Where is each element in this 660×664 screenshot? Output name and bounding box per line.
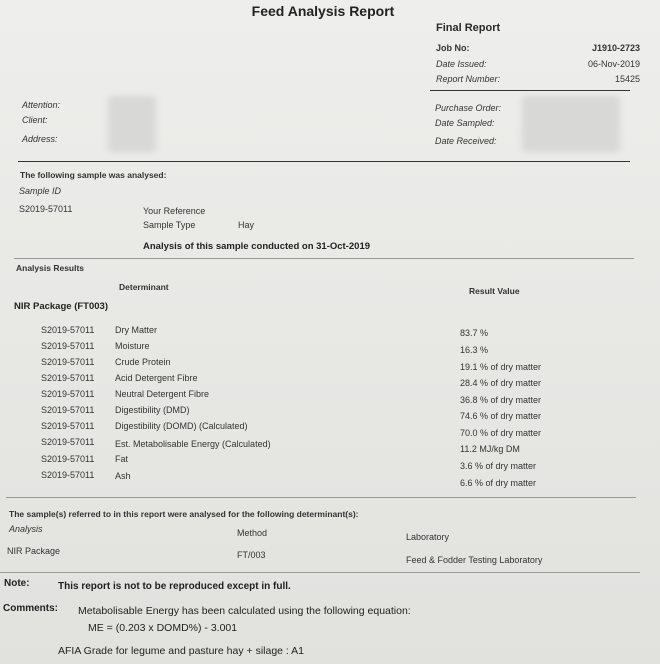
result-sample-id: S2019-57011 bbox=[41, 405, 95, 415]
result-sample-id: S2019-57011 bbox=[41, 341, 95, 351]
result-value: 6.6 % of dry matter bbox=[460, 478, 537, 488]
your-reference-label: Your Reference bbox=[143, 206, 206, 216]
result-value: 36.8 % of dry matter bbox=[460, 395, 542, 405]
result-determinant: Ash bbox=[115, 471, 131, 481]
result-sample-id: S2019-57011 bbox=[41, 325, 95, 335]
job-no-label: Job No: bbox=[436, 43, 470, 53]
date-sampled-label: Date Sampled: bbox=[435, 118, 495, 128]
report-number-label: Report Number: bbox=[436, 74, 501, 84]
date-received-label: Date Received: bbox=[435, 136, 497, 146]
result-determinant: Crude Protein bbox=[115, 357, 171, 367]
result-sample-id: S2019-57011 bbox=[41, 470, 95, 480]
note-label: Note: bbox=[4, 578, 30, 589]
analysis-column-header: Analysis bbox=[9, 524, 43, 534]
comments-equation: ME = (0.203 x DOMD%) - 3.001 bbox=[88, 622, 238, 634]
sample-id-value: S2019-57011 bbox=[19, 204, 73, 214]
job-no-value: J1910-2723 bbox=[591, 43, 640, 53]
result-determinant: Digestibility (DMD) bbox=[115, 405, 190, 415]
method-column-header: Method bbox=[237, 528, 268, 538]
address-label: Address: bbox=[22, 134, 58, 144]
section-divider-2 bbox=[14, 258, 634, 259]
sample-type-value: Hay bbox=[238, 220, 255, 230]
comments-line-1: Metabolisable Energy has been calculated using the following equation: bbox=[78, 605, 411, 617]
method-analysis: NIR Package bbox=[7, 546, 61, 556]
report-number-value: 15425 bbox=[614, 74, 640, 84]
date-issued-value: 06-Nov-2019 bbox=[587, 59, 640, 69]
section-divider-3 bbox=[6, 497, 636, 498]
result-value: 3.6 % of dry matter bbox=[460, 461, 537, 471]
note-text: This report is not to be reproduced except in full. bbox=[58, 581, 291, 592]
client-label: Client: bbox=[22, 115, 48, 125]
result-value: 28.4 % of dry matter bbox=[460, 378, 542, 388]
result-value: 83.7 % bbox=[460, 328, 489, 338]
methods-heading: The sample(s) referred to in this report were analysed for the following determinant(s): bbox=[9, 509, 359, 519]
attention-label: Attention: bbox=[22, 100, 61, 110]
section-divider-1 bbox=[18, 161, 630, 162]
result-sample-id: S2019-57011 bbox=[41, 421, 95, 431]
result-sample-id: S2019-57011 bbox=[41, 389, 95, 399]
purchase-order-label: Purchase Order: bbox=[435, 103, 502, 113]
result-value-column-header: Result Value bbox=[469, 286, 520, 296]
method-laboratory: Feed & Fodder Testing Laboratory bbox=[406, 555, 543, 565]
analysis-results-heading: Analysis Results bbox=[16, 263, 85, 273]
header-divider bbox=[430, 90, 630, 91]
result-determinant: Fat bbox=[115, 454, 129, 464]
result-sample-id: S2019-57011 bbox=[41, 454, 95, 464]
report-status: Final Report bbox=[436, 22, 501, 34]
comments-grade: AFIA Grade for legume and pasture hay + silage : A1 bbox=[58, 645, 305, 657]
laboratory-column-header: Laboratory bbox=[406, 532, 450, 542]
method-code: FT/003 bbox=[237, 550, 266, 560]
result-sample-id: S2019-57011 bbox=[41, 437, 95, 447]
result-value: 70.0 % of dry matter bbox=[460, 428, 542, 438]
result-determinant: Moisture bbox=[115, 341, 150, 351]
comments-label: Comments: bbox=[3, 603, 59, 614]
redacted-client-block bbox=[108, 96, 156, 152]
result-determinant: Neutral Detergent Fibre bbox=[115, 389, 210, 399]
analysis-date-text: Analysis of this sample conducted on 31-Oct-2019 bbox=[143, 241, 371, 252]
result-determinant: Digestibility (DOMD) (Calculated) bbox=[115, 421, 248, 431]
result-determinant: Dry Matter bbox=[115, 325, 158, 335]
sample-id-label: Sample ID bbox=[19, 186, 62, 196]
sample-heading: The following sample was analysed: bbox=[20, 170, 167, 180]
result-value: 19.1 % of dry matter bbox=[460, 362, 542, 372]
result-sample-id: S2019-57011 bbox=[41, 373, 95, 383]
result-value: 16.3 % bbox=[460, 345, 489, 355]
date-issued-label: Date Issued: bbox=[436, 59, 487, 69]
report-title: Feed Analysis Report bbox=[251, 3, 395, 19]
result-determinant: Acid Detergent Fibre bbox=[115, 373, 198, 383]
redacted-order-block bbox=[522, 96, 620, 152]
package-name: NIR Package (FT003) bbox=[14, 301, 108, 312]
determinant-column-header: Determinant bbox=[119, 282, 169, 292]
result-value: 74.6 % of dry matter bbox=[460, 411, 542, 421]
result-sample-id: S2019-57011 bbox=[41, 357, 95, 367]
sample-type-label: Sample Type bbox=[143, 220, 196, 230]
section-divider-4 bbox=[0, 572, 640, 573]
result-determinant: Est. Metabolisable Energy (Calculated) bbox=[115, 439, 271, 449]
result-value: 11.2 MJ/kg DM bbox=[460, 444, 520, 454]
